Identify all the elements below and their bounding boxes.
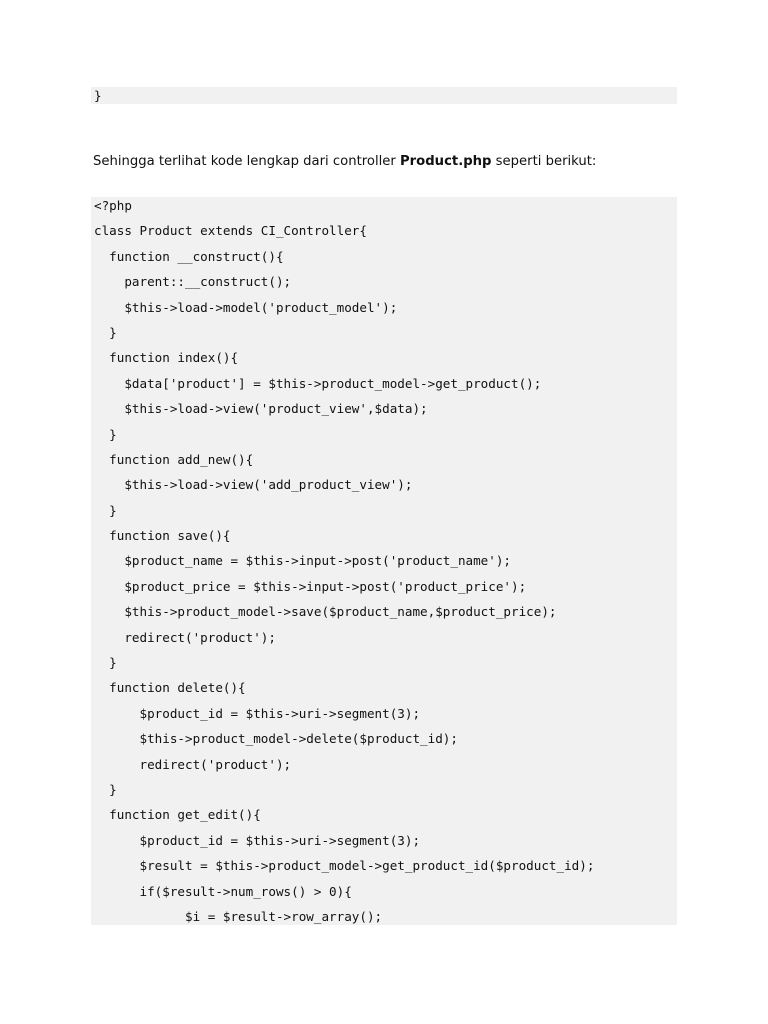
code-line: } [94, 88, 102, 103]
code-line: $this->load->view('add_product_view'); [94, 477, 413, 493]
code-line: <?php [94, 198, 132, 213]
code-line: if($result->num_rows() > 0){ [94, 883, 352, 899]
code-line: $this->load->view('product_view',$data); [94, 401, 428, 417]
code-line: $result = $this->product_model->get_product_id($product_id); [94, 858, 595, 874]
code-line: parent::__construct(); [94, 274, 292, 290]
intro-text-end: seperti berikut: [491, 154, 597, 169]
filename-text: Product.php [400, 154, 492, 169]
code-block [91, 197, 677, 925]
code-line: $this->product_model->delete($product_id); [94, 731, 458, 747]
code-block-end [91, 87, 677, 104]
code-line: function save(){ [94, 528, 231, 544]
code-line: function __construct(){ [94, 248, 284, 264]
code-line: } [94, 502, 117, 518]
code-line: $this->product_model->save($product_name,$product_price); [94, 604, 557, 620]
code-line: $this->load->model('product_model'); [94, 299, 398, 315]
code-line: $product_id = $this->uri->segment(3); [94, 832, 421, 848]
code-line: $i = $result->row_array(); [94, 908, 383, 924]
code-line: function delete(){ [94, 680, 246, 696]
code-line: class Product extends CI_Controller{ [94, 223, 367, 239]
code-line: function add_new(){ [94, 451, 254, 467]
intro-paragraph [93, 154, 596, 169]
code-line: redirect('product'); [94, 756, 292, 772]
code-line: } [94, 426, 117, 442]
intro-text: Sehingga terlihat kode lengkap dari controller [93, 154, 401, 169]
code-line: } [94, 781, 117, 797]
code-line: $data['product'] = $this->product_model->get_product(); [94, 375, 542, 391]
code-line: } [94, 655, 117, 671]
code-line: $product_price = $this->input->post('product_price'); [94, 578, 527, 594]
code-line: redirect('product'); [94, 629, 276, 645]
code-line: function get_edit(){ [94, 807, 261, 823]
code-line: } [94, 324, 117, 340]
code-line: function index(){ [94, 350, 239, 366]
code-line: $product_name = $this->input->post('product_name'); [94, 553, 512, 569]
code-line: $product_id = $this->uri->segment(3); [94, 705, 421, 721]
